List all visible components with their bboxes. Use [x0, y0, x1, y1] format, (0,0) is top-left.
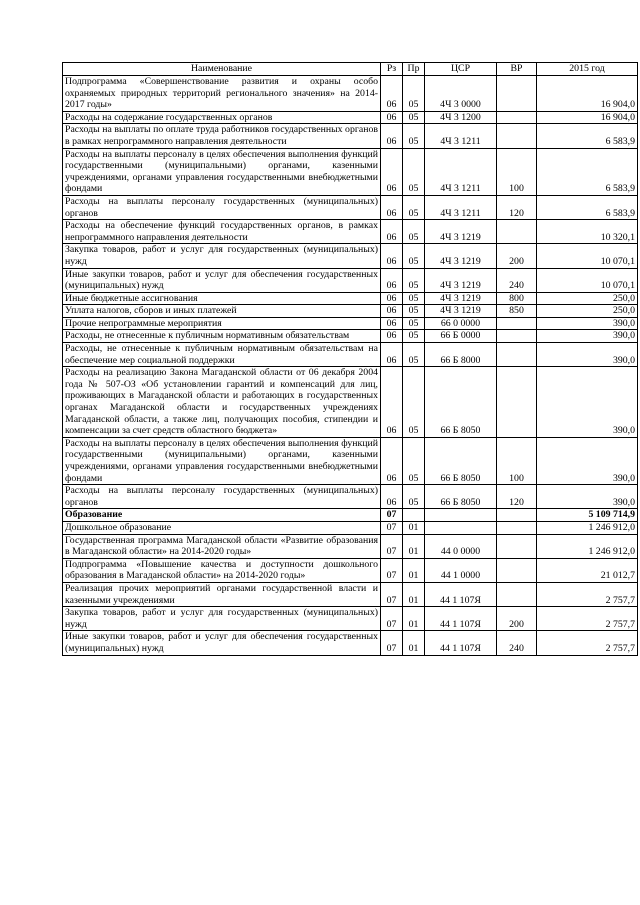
row-name: Расходы на содержание государственных органов	[63, 111, 381, 124]
row-amount: 390,0	[537, 367, 638, 438]
row-pr: 05	[403, 220, 425, 244]
row-amount: 2 757,7	[537, 582, 638, 606]
row-rz: 06	[381, 437, 403, 484]
row-pr: 05	[403, 317, 425, 330]
row-csr: 44 1 107Я	[425, 582, 497, 606]
table-row	[63, 521, 638, 534]
row-rz: 06	[381, 148, 403, 195]
row-rz: 07	[381, 582, 403, 606]
row-name: Расходы, не отнесенные к публичным нормативным обязательствам	[63, 330, 381, 343]
row-csr: 4Ч 3 1219	[425, 305, 497, 318]
row-rz: 06	[381, 220, 403, 244]
row-rz: 07	[381, 631, 403, 655]
row-amount: 6 583,9	[537, 124, 638, 148]
row-name: Прочие непрограммные мероприятия	[63, 317, 381, 330]
row-vr: 200	[497, 244, 537, 268]
row-vr	[497, 220, 537, 244]
row-vr: 800	[497, 292, 537, 305]
header-vr: ВР	[497, 63, 537, 76]
row-csr: 4Ч 3 1219	[425, 268, 497, 292]
row-amount: 6 583,9	[537, 148, 638, 195]
row-pr: 01	[403, 534, 425, 558]
row-vr	[497, 111, 537, 124]
row-rz: 06	[381, 485, 403, 509]
row-name: Подпрограмма «Повышение качества и доступности дошкольного образования в Магаданской области» на 2014-2020 годы»	[63, 558, 381, 582]
row-rz: 07	[381, 558, 403, 582]
row-rz: 06	[381, 317, 403, 330]
row-csr: 4Ч 3 1219	[425, 244, 497, 268]
row-rz: 07	[381, 521, 403, 534]
row-amount: 16 904,0	[537, 111, 638, 124]
table-row	[63, 631, 638, 655]
row-vr	[497, 582, 537, 606]
row-rz: 06	[381, 244, 403, 268]
row-rz: 06	[381, 195, 403, 219]
budget-table	[62, 62, 638, 656]
row-rz: 07	[381, 509, 403, 522]
row-vr	[497, 521, 537, 534]
row-vr	[497, 534, 537, 558]
row-name: Государственная программа Магаданской области «Развитие образования в Магаданской области» на 2014-2020 годы»	[63, 534, 381, 558]
row-csr: 66 Б 8050	[425, 367, 497, 438]
row-vr	[497, 317, 537, 330]
table-row	[63, 367, 638, 438]
row-pr: 05	[403, 305, 425, 318]
row-vr: 100	[497, 437, 537, 484]
table-row	[63, 534, 638, 558]
row-vr	[497, 509, 537, 522]
row-amount: 390,0	[537, 437, 638, 484]
row-csr: 44 1 107Я	[425, 631, 497, 655]
row-rz: 06	[381, 305, 403, 318]
row-pr: 01	[403, 521, 425, 534]
row-rz: 06	[381, 76, 403, 112]
row-vr	[497, 76, 537, 112]
row-pr: 05	[403, 76, 425, 112]
header-rz: Рз	[381, 63, 403, 76]
row-csr: 66 0 0000	[425, 317, 497, 330]
header-name: Наименование	[63, 63, 381, 76]
row-name: Подпрограмма «Совершенствование развития и охраны особо охраняемых природных территорий регионального значения» на 2014-2017 годы»	[63, 76, 381, 112]
row-vr: 120	[497, 195, 537, 219]
row-name: Дошкольное образование	[63, 521, 381, 534]
row-amount: 16 904,0	[537, 76, 638, 112]
row-name: Расходы, не отнесенные к публичным нормативным обязательствам на обеспечение мер социальной поддержки	[63, 343, 381, 367]
row-pr	[403, 509, 425, 522]
table-row	[63, 330, 638, 343]
row-name: Реализация прочих мероприятий органами государственной власти и казенными учреждениями	[63, 582, 381, 606]
row-amount: 390,0	[537, 317, 638, 330]
row-name: Расходы на выплаты по оплате труда работников государственных органов в рамках непрограммного направления деятельности	[63, 124, 381, 148]
row-amount: 5 109 714,9	[537, 509, 638, 522]
row-pr: 05	[403, 244, 425, 268]
row-csr	[425, 521, 497, 534]
row-rz: 06	[381, 111, 403, 124]
row-csr: 44 1 0000	[425, 558, 497, 582]
row-rz: 06	[381, 268, 403, 292]
row-amount: 2 757,7	[537, 631, 638, 655]
table-row	[63, 268, 638, 292]
table-row	[63, 305, 638, 318]
table-row	[63, 607, 638, 631]
row-amount: 250,0	[537, 305, 638, 318]
row-csr: 66 Б 8050	[425, 437, 497, 484]
row-rz: 06	[381, 292, 403, 305]
row-amount: 390,0	[537, 485, 638, 509]
row-pr: 01	[403, 607, 425, 631]
row-rz: 07	[381, 534, 403, 558]
row-name: Расходы на обеспечение функций государственных органов, в рамках непрограммного направления деятельности	[63, 220, 381, 244]
row-name: Расходы на реализацию Закона Магаданской области от 06 декабря 2004 года № 507-ОЗ «Об установлении гарантий и компенсаций для лиц, проживающих в Магаданской области и работающих в государственных органах Магаданской области и государственных учреждениях Магаданской области, а также лиц, получающих пособия, стипендии и компенсации за счет средств областного бюджета»	[63, 367, 381, 438]
row-vr: 850	[497, 305, 537, 318]
table-row	[63, 76, 638, 112]
table-row	[63, 485, 638, 509]
row-csr: 66 Б 8050	[425, 485, 497, 509]
row-pr: 01	[403, 631, 425, 655]
row-pr: 05	[403, 485, 425, 509]
row-csr: 44 1 107Я	[425, 607, 497, 631]
row-pr: 05	[403, 330, 425, 343]
row-rz: 06	[381, 330, 403, 343]
row-vr: 100	[497, 148, 537, 195]
row-rz: 06	[381, 124, 403, 148]
header-csr: ЦСР	[425, 63, 497, 76]
row-rz: 06	[381, 343, 403, 367]
row-pr: 01	[403, 582, 425, 606]
table-body	[63, 76, 638, 656]
row-pr: 05	[403, 292, 425, 305]
row-pr: 05	[403, 437, 425, 484]
row-vr: 120	[497, 485, 537, 509]
row-pr: 05	[403, 367, 425, 438]
table-row	[63, 437, 638, 484]
row-csr: 4Ч 3 1200	[425, 111, 497, 124]
row-name: Расходы на выплаты персоналу государственных (муниципальных) органов	[63, 485, 381, 509]
row-amount: 21 012,7	[537, 558, 638, 582]
row-pr: 05	[403, 111, 425, 124]
row-pr: 05	[403, 195, 425, 219]
table-row	[63, 148, 638, 195]
row-vr: 240	[497, 268, 537, 292]
row-name: Закупка товаров, работ и услуг для государственных (муниципальных) нужд	[63, 244, 381, 268]
row-csr: 4Ч 3 0000	[425, 76, 497, 112]
row-name: Иные бюджетные ассигнования	[63, 292, 381, 305]
row-vr: 240	[497, 631, 537, 655]
table-row	[63, 195, 638, 219]
header-pr: Пр	[403, 63, 425, 76]
table-row	[63, 220, 638, 244]
row-amount: 10 320,1	[537, 220, 638, 244]
row-name: Расходы на выплаты персоналу государственных (муниципальных) органов	[63, 195, 381, 219]
row-amount: 390,0	[537, 330, 638, 343]
row-name: Иные закупки товаров, работ и услуг для обеспечения государственных (муниципальных) нужд	[63, 268, 381, 292]
row-vr	[497, 124, 537, 148]
row-amount: 390,0	[537, 343, 638, 367]
row-rz: 06	[381, 367, 403, 438]
row-name: Закупка товаров, работ и услуг для государственных (муниципальных) нужд	[63, 607, 381, 631]
row-pr: 05	[403, 124, 425, 148]
table-row	[63, 124, 638, 148]
row-csr: 4Ч 3 1219	[425, 220, 497, 244]
row-csr: 4Ч 3 1211	[425, 124, 497, 148]
row-vr	[497, 558, 537, 582]
table-row	[63, 509, 638, 522]
header-row	[63, 63, 638, 76]
row-name: Уплата налогов, сборов и иных платежей	[63, 305, 381, 318]
row-vr	[497, 367, 537, 438]
row-amount: 250,0	[537, 292, 638, 305]
row-vr	[497, 343, 537, 367]
row-amount: 2 757,7	[537, 607, 638, 631]
row-amount: 10 070,1	[537, 244, 638, 268]
row-amount: 1 246 912,0	[537, 534, 638, 558]
row-rz: 07	[381, 607, 403, 631]
table-row	[63, 317, 638, 330]
row-csr: 4Ч 3 1211	[425, 195, 497, 219]
row-csr: 4Ч 3 1211	[425, 148, 497, 195]
row-amount: 6 583,9	[537, 195, 638, 219]
row-name: Иные закупки товаров, работ и услуг для обеспечения государственных (муниципальных) нужд	[63, 631, 381, 655]
row-csr: 66 Б 8000	[425, 343, 497, 367]
row-amount: 10 070,1	[537, 268, 638, 292]
row-name: Расходы на выплаты персоналу в целях обеспечения выполнения функций государственными (муниципальными) органами, казенными учреждениями, органами управления государственными внебюджетными фондами	[63, 148, 381, 195]
row-name: Образование	[63, 509, 381, 522]
row-vr: 200	[497, 607, 537, 631]
row-pr: 01	[403, 558, 425, 582]
row-csr: 66 Б 0000	[425, 330, 497, 343]
table-row	[63, 582, 638, 606]
row-pr: 05	[403, 343, 425, 367]
table-row	[63, 292, 638, 305]
row-name: Расходы на выплаты персоналу в целях обеспечения выполнения функций государственными (муниципальными) органами, казенными учреждениями, органами управления государственными внебюджетными фондами	[63, 437, 381, 484]
table-row	[63, 244, 638, 268]
table-row	[63, 558, 638, 582]
row-csr: 44 0 0000	[425, 534, 497, 558]
table-row	[63, 343, 638, 367]
row-vr	[497, 330, 537, 343]
row-pr: 05	[403, 148, 425, 195]
row-csr	[425, 509, 497, 522]
row-pr: 05	[403, 268, 425, 292]
table-row	[63, 111, 638, 124]
header-year: 2015 год	[537, 63, 638, 76]
row-amount: 1 246 912,0	[537, 521, 638, 534]
row-csr: 4Ч 3 1219	[425, 292, 497, 305]
